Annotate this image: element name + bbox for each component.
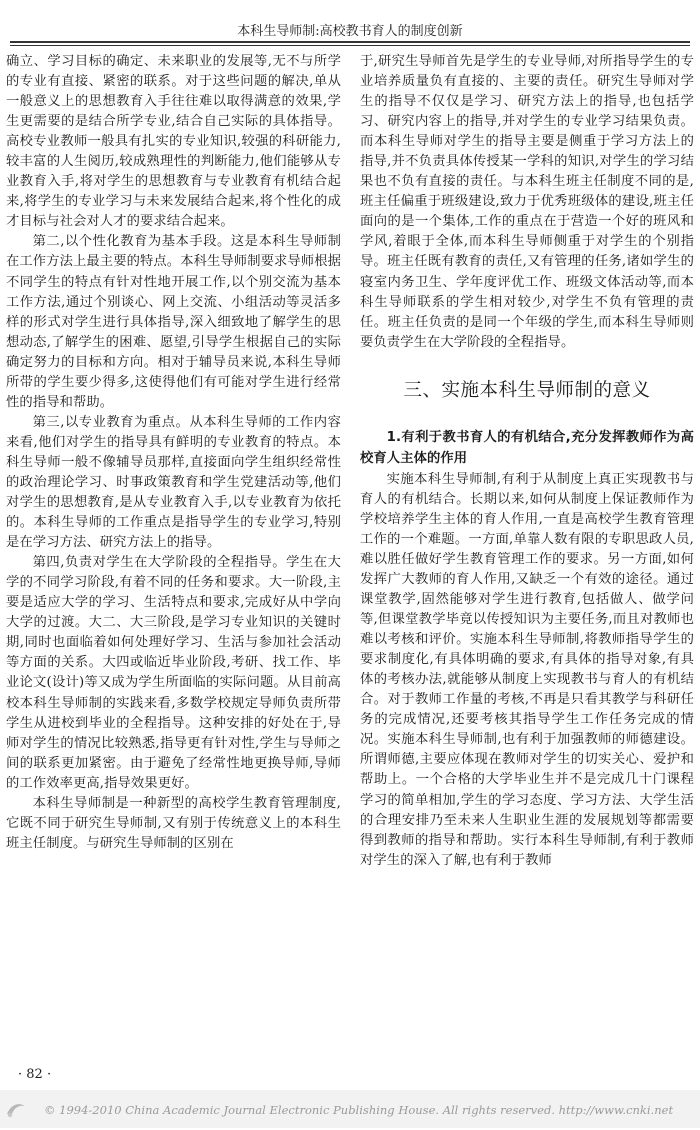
left-paragraph-4: 第四,负责对学生在大学阶段的全程指导。学生在大学的不同学习阶段,有着不同的任务和要求。大一阶段,主要是适应大学的学习、生活特点和要求,完成好从中学向大学的过渡。大二、大三阶段,是学习专业知识的关键时期,同时也面临着如何处理好学习、生活与参加社会活动等方面的关系。大四或临近毕业阶段,考研、找工作、毕业论文(设计)等又成为学生所面临的实际问题。从目前高校本科生导师制的实践来看,多数学校规定导师负责所带学生从进校到毕业的全程指导。这种安排的好处在于,导师对学生的情况比较熟悉,指导更有针对性,学生与导师之间的联系更加紧密。由于避免了经常性地更换导师,导师的工作效率更高,指导效果更好。 <box>6 555 341 791</box>
section-title: 三、实施本科生导师制的意义 <box>403 379 651 401</box>
left-paragraph-2: 第二,以个性化教育为基本手段。这是本科生导师制在工作方法上最主要的特点。本科生导师制要求导师根据不同学生的特点有针对性地开展工作,以个别交流为基本工作方法,通过个别谈心、网上交流、小组活动等灵活多样的形式对学生进行具体指导,深入细致地了解学生的思想动态,了解学生的困难、愿望,引导学生根据自己的实际确定努力的目标和方向。相对于辅导员来说,本科生导师所带的学生要少得多,这使得他们有可能对学生进行经常性的指导和帮助。 <box>6 234 341 410</box>
page-number: · 82 · <box>18 1067 52 1082</box>
left-paragraph-3: 第三,以专业教育为重点。从本科生导师的工作内容来看,他们对学生的指导具有鲜明的专业教育的特点。本科生导师一般不像辅导员那样,直接面向学生组织经常性的政治理论学习、时事政策教育和学生党建活动等,他们对学生的思想教育,是从专业教育入手,以专业教育为依托的。本科生导师的工作重点是指导学生的专业学习,特别是在学习方法、研究方法上的指导。 <box>6 414 341 551</box>
left-paragraph-1: 确立、学习目标的确定、未来职业的发展等,无不与所学的专业有直接、紧密的联系。对于这些问题的解决,单从一般意义上的思想教育入手往往难以取得满意的效果,学生更需要的是结合所学专业,结合自己实际的具体指导。高校专业教师一般具有扎实的专业知识,较强的科研能力,较丰富的人生阅历,较成熟理性的判断能力,他们能够从专业教育入手,将对学生的思想教育与专业教育有机结合起来,将学生的专业学习与未来发展结合起来,将个性化的成才目标与社会对人才的要求结合起来。 <box>6 54 341 230</box>
left-paragraph-5: 本科生导师制是一种新型的高校学生教育管理制度,它既不同于研究生导师制,又有别于传统意义上的本科生班主任制度。与研究生导师制的区别在 <box>6 795 341 851</box>
left-column <box>6 52 341 854</box>
cnki-logo-icon <box>4 1098 28 1120</box>
header-rule-thin <box>10 45 690 46</box>
right-column <box>360 52 694 871</box>
running-header: 本科生导师制:高校教书育人的制度创新 <box>237 24 463 39</box>
right-paragraph-2: 实施本科生导师制,有利于从制度上真正实现教书与育人的有机结合。长期以来,如何从制度上保证教师作为学校培养学生主体的育人作用,一直是高校学生教育管理工作的一个难题。一方面,单靠人数有限的专职思政人员,难以胜任做好学生教育管理工作的要求。另一方面,如何发挥广大教师的育人作用,又缺乏一个有效的途径。通过课堂教学,固然能够对学生进行教育,包括做人、做学问等,但课堂教学毕竟以传授知识为主要任务,而且对教师也难以考核和评价。实施本科生导师制,将教师指导学生的要求制度化,有具体明确的要求,有具体的指导对象,有具体的考核办法,就能够从制度上实现教书与育人的有机结合。对于教师工作量的考核,不再是只看其教学与科研任务的完成情况,还要考核其指导学生工作任务完成的情况。实施本科生导师制,也有利于加强教师的师德建设。所谓师德,主要应体现在教师对学生的切实关心、爱护和帮助上。一个合格的大学毕业生并不是完成几十门课程学习的简单相加,学生的学习态度、学习方法、大学生活的合理安排乃至未来人生职业生涯的发展规划等都需要得到教师的指导和帮助。实行本科生导师制,有利于教师对学生的深入了解,也有利于教师 <box>360 471 694 868</box>
header-rule <box>10 41 690 43</box>
footer-copyright: © 1994-2010 China Academic Journal Electronic Publishing House. All rights reserved. http://www.cnki.net <box>44 1103 674 1117</box>
subsection-heading: 1.有利于教书育人的有机结合,充分发挥教师作为高校育人主体的作用 <box>360 429 694 466</box>
right-paragraph-1: 于,研究生导师首先是学生的专业导师,对所指导学生的专业培养质量负有直接的、主要的责任。研究生导师对学生的指导不仅仅是学习、研究方法上的指导,也包括学习、研究内容上的指导,并对学生的专业学习结果负责。而本科生导师对学生的指导主要是侧重于学习方法上的指导,并不负责具体传授某一学科的知识,对学生的学习结果也不负有直接的责任。与本科生班主任制度不同的是,班主任偏重于班级建设,致力于优秀班级体的建设,班主任面向的是一个集体,工作的重点在于营造一个好的班风和学风,着眼于全体,而本科生导师侧重于对学生的个别指导。班主任既有教育的责任,又有管理的任务,诸如学生的寝室内务卫生、学年度评优工作、班级文体活动等,而本科生导师联系的学生相对较少,对学生不负有管理的责任。班主任负责的是同一个年级的学生,而本科生导师则要负责学生在大学阶段的全程指导。 <box>360 54 694 350</box>
